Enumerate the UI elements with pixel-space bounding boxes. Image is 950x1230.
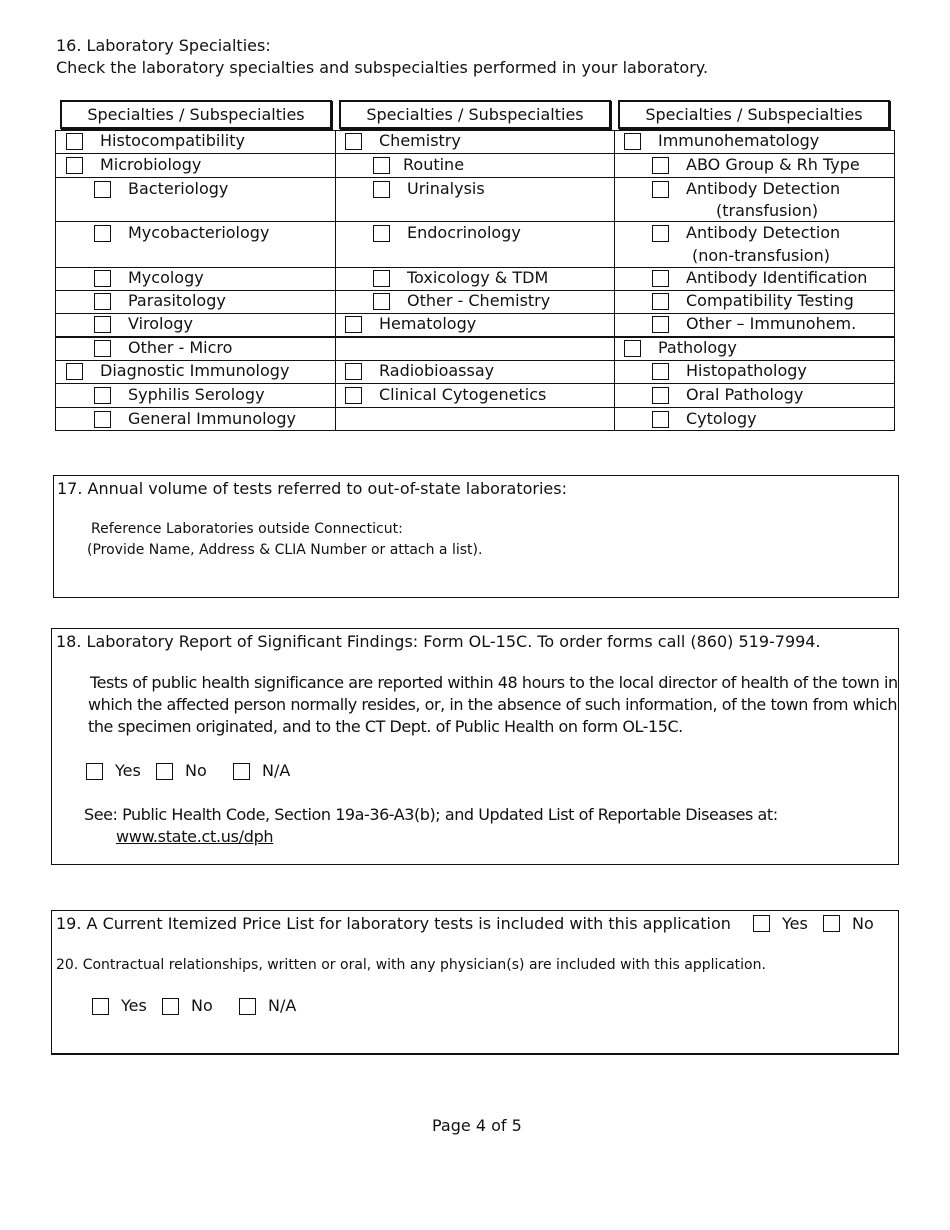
- section-18-na-label: N/A: [262, 761, 291, 780]
- section-18-title: 18. Laboratory Report of Significant Findings: Form OL-15C. To order forms call (860) 519-7994.: [56, 632, 821, 651]
- section-20-yes-label: Yes: [121, 996, 147, 1015]
- section-18-na-checkbox[interactable]: [233, 763, 250, 780]
- oral-pathology-checkbox[interactable]: [652, 387, 669, 404]
- section-20-no-checkbox[interactable]: [162, 998, 179, 1015]
- histopathology-label: Histopathology: [686, 361, 807, 380]
- cytology-checkbox[interactable]: [652, 411, 669, 428]
- hematology-label: Hematology: [379, 314, 477, 333]
- antibody-detection-transfusion-label: Antibody Detection: [686, 179, 841, 198]
- section-18-paragraph-line: which the affected person normally resides, or, in the absence of such information, of the town from which: [88, 695, 898, 714]
- microbiology-checkbox[interactable]: [66, 157, 83, 174]
- section-20-na-checkbox[interactable]: [239, 998, 256, 1015]
- general-immunology-label: General Immunology: [128, 409, 296, 428]
- virology-label: Virology: [128, 314, 193, 333]
- section-18-paragraph-line: the specimen originated, and to the CT Dept. of Public Health on form OL-15C.: [88, 717, 683, 736]
- section-19-yes-checkbox[interactable]: [753, 915, 770, 932]
- page-number: Page 4 of 5: [432, 1116, 522, 1135]
- other-immunohem-checkbox[interactable]: [652, 316, 669, 333]
- section-18-yes-label: Yes: [115, 761, 141, 780]
- section-18-no-checkbox[interactable]: [156, 763, 173, 780]
- section-18-see-reference: See: Public Health Code, Section 19a-36-A3(b); and Updated List of Reportable Diseases at:: [84, 805, 778, 824]
- compatibility-testing-label: Compatibility Testing: [686, 291, 854, 310]
- compatibility-testing-checkbox[interactable]: [652, 293, 669, 310]
- mycology-checkbox[interactable]: [94, 270, 111, 287]
- pathology-checkbox[interactable]: [624, 340, 641, 357]
- toxicology-tdm-label: Toxicology & TDM: [407, 268, 549, 287]
- bacteriology-checkbox[interactable]: [94, 181, 111, 198]
- abo-group-rh-type-label: ABO Group & Rh Type: [686, 155, 860, 174]
- other-micro-label: Other - Micro: [128, 338, 233, 357]
- virology-checkbox[interactable]: [94, 316, 111, 333]
- immunohematology-checkbox[interactable]: [624, 133, 641, 150]
- cytology-label: Cytology: [686, 409, 757, 428]
- section-20-na-label: N/A: [268, 996, 297, 1015]
- section-20-no-label: No: [191, 996, 213, 1015]
- parasitology-checkbox[interactable]: [94, 293, 111, 310]
- hematology-checkbox[interactable]: [345, 316, 362, 333]
- diagnostic-immunology-label: Diagnostic Immunology: [100, 361, 290, 380]
- chemistry-checkbox[interactable]: [345, 133, 362, 150]
- section-17-reference-labs: Reference Laboratories outside Connecticut:: [91, 521, 403, 537]
- radiobioassay-checkbox[interactable]: [345, 363, 362, 380]
- table-divider: [335, 130, 336, 431]
- urinalysis-label: Urinalysis: [407, 179, 485, 198]
- section-19-title: 19. A Current Itemized Price List for laboratory tests is included with this application: [56, 914, 731, 933]
- section-19-yes-label: Yes: [782, 914, 808, 933]
- column-header-1: Specialties / Subspecialties: [60, 100, 332, 129]
- parasitology-label: Parasitology: [128, 291, 226, 310]
- section-16-title: 16. Laboratory Specialties:: [56, 36, 271, 55]
- section-16-instruction: Check the laboratory specialties and subspecialties performed in your laboratory.: [56, 58, 709, 77]
- routine-label: Routine: [403, 155, 465, 174]
- table-row-line: [55, 221, 895, 222]
- antibody-identification-label: Antibody Identification: [686, 268, 868, 287]
- mycology-label: Mycology: [128, 268, 204, 287]
- clinical-cytogenetics-checkbox[interactable]: [345, 387, 362, 404]
- other-micro-checkbox[interactable]: [94, 340, 111, 357]
- section-18-yes-checkbox[interactable]: [86, 763, 103, 780]
- mycobacteriology-checkbox[interactable]: [94, 225, 111, 242]
- section-17-title: 17. Annual volume of tests referred to out-of-state laboratories:: [57, 479, 567, 498]
- histocompatibility-label: Histocompatibility: [100, 131, 245, 150]
- section-19-no-checkbox[interactable]: [823, 915, 840, 932]
- other-immunohem-label: Other – Immunohem.: [686, 314, 857, 333]
- immunohematology-label: Immunohematology: [658, 131, 820, 150]
- general-immunology-checkbox[interactable]: [94, 411, 111, 428]
- table-row-line: [55, 153, 895, 154]
- dph-website-link[interactable]: www.state.ct.us/dph: [116, 827, 274, 846]
- section-17-provide-info: (Provide Name, Address & CLIA Number or attach a list).: [87, 542, 483, 558]
- other-chemistry-checkbox[interactable]: [373, 293, 390, 310]
- diagnostic-immunology-checkbox[interactable]: [66, 363, 83, 380]
- endocrinology-checkbox[interactable]: [373, 225, 390, 242]
- endocrinology-label: Endocrinology: [407, 223, 521, 242]
- antibody-detection-transfusion-checkbox[interactable]: [652, 181, 669, 198]
- section-19-no-label: No: [852, 914, 874, 933]
- section-20-title: 20. Contractual relationships, written or oral, with any physician(s) are included with this application.: [56, 957, 766, 973]
- table-row-line: [55, 407, 895, 408]
- table-row-line: [55, 177, 895, 178]
- abo-group-rh-type-checkbox[interactable]: [652, 157, 669, 174]
- section-18-no-label: No: [185, 761, 207, 780]
- pathology-label: Pathology: [658, 338, 737, 357]
- table-row-line: [55, 383, 895, 384]
- table-divider: [614, 130, 615, 431]
- microbiology-label: Microbiology: [100, 155, 202, 174]
- antibody-detection-nontransfusion-checkbox[interactable]: [652, 225, 669, 242]
- radiobioassay-label: Radiobioassay: [379, 361, 495, 380]
- section-18-paragraph-line: Tests of public health significance are reported within 48 hours to the local director of health of the town in: [90, 673, 898, 692]
- routine-checkbox[interactable]: [373, 157, 390, 174]
- chemistry-label: Chemistry: [379, 131, 461, 150]
- syphilis-serology-checkbox[interactable]: [94, 387, 111, 404]
- antibody-detection-nontransfusion-sub: (non-transfusion): [692, 246, 830, 265]
- antibody-identification-checkbox[interactable]: [652, 270, 669, 287]
- syphilis-serology-label: Syphilis Serology: [128, 385, 265, 404]
- clinical-cytogenetics-label: Clinical Cytogenetics: [379, 385, 547, 404]
- bacteriology-label: Bacteriology: [128, 179, 229, 198]
- antibody-detection-nontransfusion-label: Antibody Detection: [686, 223, 841, 242]
- histocompatibility-checkbox[interactable]: [66, 133, 83, 150]
- other-chemistry-label: Other - Chemistry: [407, 291, 551, 310]
- urinalysis-checkbox[interactable]: [373, 181, 390, 198]
- column-header-3: Specialties / Subspecialties: [618, 100, 890, 129]
- section-20-yes-checkbox[interactable]: [92, 998, 109, 1015]
- oral-pathology-label: Oral Pathology: [686, 385, 804, 404]
- mycobacteriology-label: Mycobacteriology: [128, 223, 270, 242]
- toxicology-tdm-checkbox[interactable]: [373, 270, 390, 287]
- column-header-2: Specialties / Subspecialties: [339, 100, 611, 129]
- antibody-detection-transfusion-sub: (transfusion): [716, 201, 819, 220]
- histopathology-checkbox[interactable]: [652, 363, 669, 380]
